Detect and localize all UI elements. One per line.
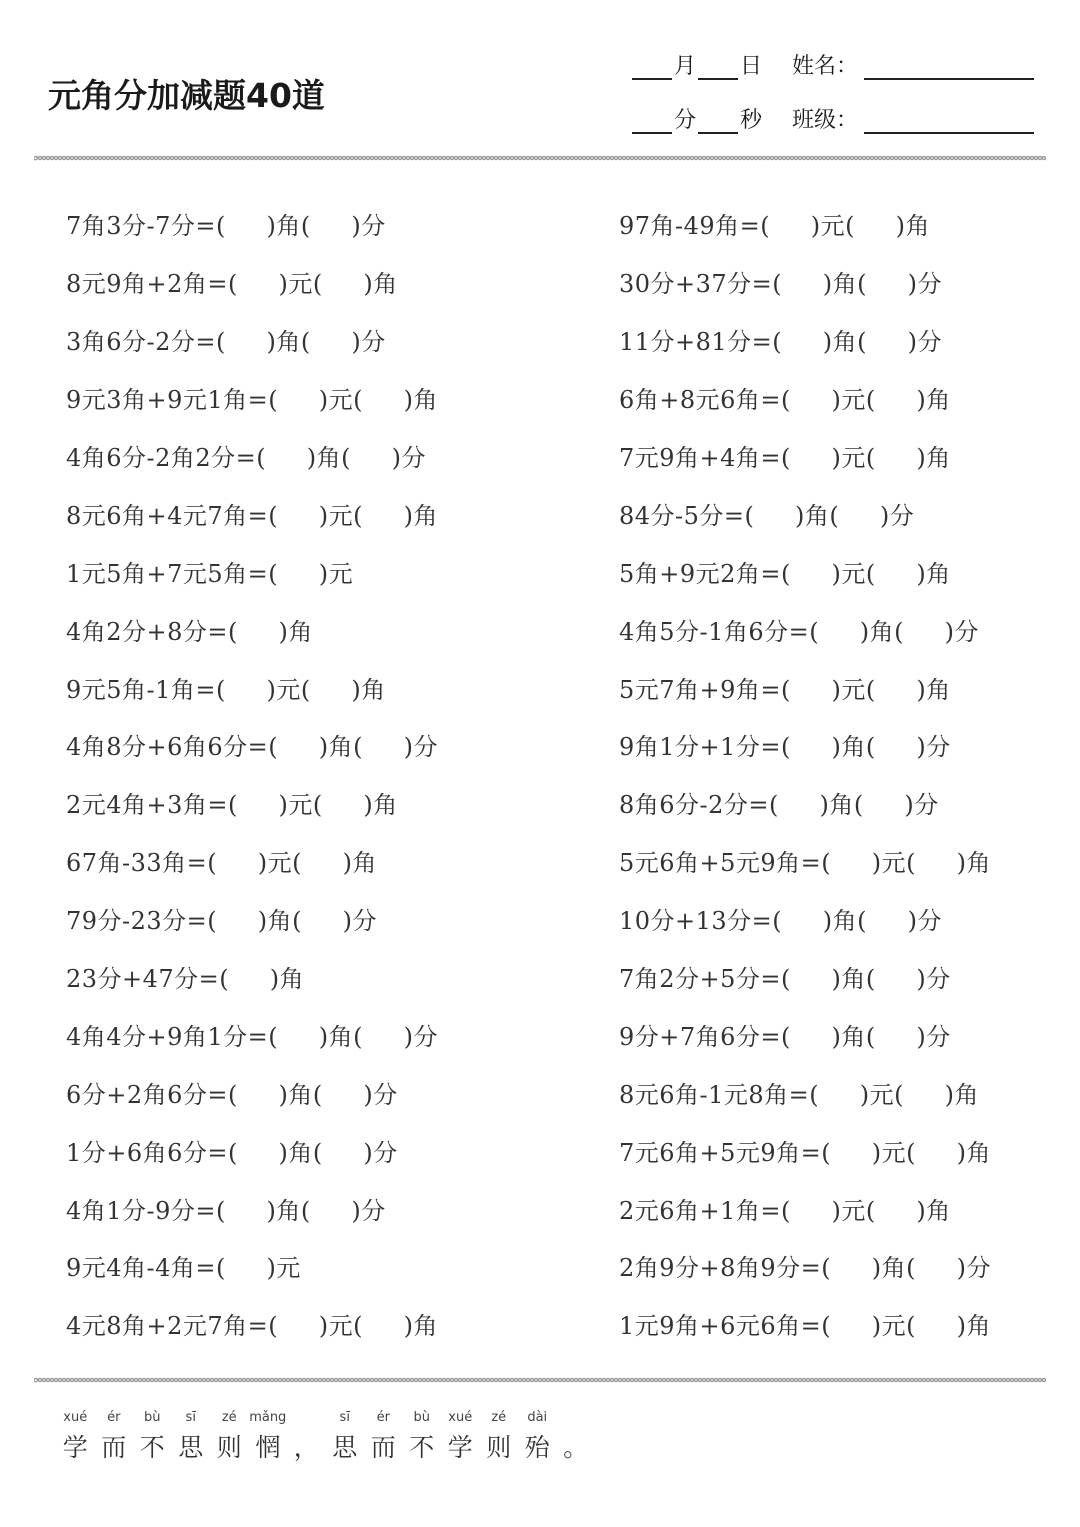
problem-item[interactable]: 1分+6角6分=( )角( )分 (66, 1138, 398, 1167)
motto-char (95, 1410, 134, 1464)
pinyin: zé (221, 1410, 237, 1425)
pinyin: dài (527, 1410, 548, 1425)
second-label: 秒 (740, 108, 763, 133)
problem-item[interactable]: 84分-5分=( )角( )分 (619, 501, 915, 530)
problem-item[interactable]: 4角2分+8分=( )角 (66, 617, 313, 646)
problem-item[interactable]: 6角+8元6角=( )元( )角 (619, 386, 951, 415)
name-blank[interactable] (864, 52, 1034, 80)
header-time-class-row (632, 98, 1034, 134)
pinyin: zé (491, 1410, 507, 1425)
pinyin: sī (339, 1410, 350, 1425)
problem-item[interactable]: 7角3分-7分=( )角( )分 (66, 212, 386, 241)
class-label: 班级： (792, 108, 859, 133)
problem-item[interactable]: 2元6角+1角=( )元( )角 (619, 1196, 951, 1225)
motto-char (403, 1410, 442, 1464)
problem-item[interactable]: 1元9角+6元6角=( )元( )角 (619, 1312, 992, 1341)
pinyin: ér (376, 1410, 390, 1425)
problem-item[interactable]: 30分+37分=( )角( )分 (619, 270, 943, 299)
right-problem-column (619, 195, 991, 1353)
motto-char (557, 1410, 596, 1464)
problem-item[interactable]: 10分+13分=( )角( )分 (619, 907, 943, 936)
motto-char (441, 1410, 480, 1464)
pinyin: ér (107, 1410, 121, 1425)
problem-item[interactable]: 9元5角-1角=( )元( )角 (66, 675, 386, 704)
pinyin: xué (448, 1410, 473, 1425)
problem-item[interactable]: 4角1分-9分=( )角( )分 (66, 1196, 386, 1225)
day-blank[interactable] (698, 52, 738, 80)
pinyin: sī (185, 1410, 196, 1425)
pinyin: bù (144, 1410, 161, 1425)
day-label: 日 (740, 54, 763, 79)
top-wavy-divider (34, 154, 1046, 162)
hanzi: 则 (486, 1433, 512, 1462)
problem-item[interactable]: 7角2分+5分=( )角( )分 (619, 965, 951, 994)
problem-item[interactable]: 7元9角+4角=( )元( )角 (619, 444, 951, 472)
hanzi: ， (293, 1433, 319, 1462)
problem-item[interactable]: 6分+2角6分=( )角( )分 (66, 1080, 398, 1109)
problem-item[interactable]: 4元8角+2元7角=( )元( )角 (66, 1312, 439, 1341)
problem-item[interactable]: 8元6角-1元8角=( )元( )角 (619, 1080, 980, 1109)
hanzi: 不 (139, 1433, 165, 1462)
minute-blank[interactable] (632, 106, 672, 134)
motto-char (287, 1410, 326, 1464)
hanzi: 惘 (255, 1433, 281, 1462)
pinyin: xué (63, 1410, 88, 1425)
hanzi: 殆 (524, 1433, 550, 1462)
hanzi: 学 (447, 1433, 473, 1462)
worksheet-title: 元角分加减题40道 (48, 76, 325, 115)
month-blank[interactable] (632, 52, 672, 80)
motto-char (480, 1410, 519, 1464)
problem-item[interactable]: 4角6分-2角2分=( )角( )分 (66, 444, 427, 472)
hanzi: 而 (370, 1433, 396, 1462)
problem-item[interactable]: 5角+9元2角=( )元( )角 (619, 559, 951, 588)
hanzi: 则 (216, 1433, 242, 1462)
problem-item[interactable]: 8元9角+2角=( )元( )角 (66, 270, 398, 299)
motto-with-pinyin (56, 1410, 595, 1464)
problem-item[interactable]: 5元7角+9角=( )元( )角 (619, 675, 951, 704)
problem-item[interactable]: 2元4角+3角=( )元( )角 (66, 791, 398, 820)
problem-item[interactable]: 5元6角+5元9角=( )元( )角 (619, 849, 992, 878)
minute-label: 分 (674, 108, 697, 133)
class-blank[interactable] (864, 106, 1034, 134)
motto-char (210, 1410, 249, 1464)
hanzi: 思 (332, 1433, 358, 1462)
bottom-wavy-divider (34, 1376, 1046, 1384)
problem-item[interactable]: 4角4分+9角1分=( )角( )分 (66, 1022, 439, 1051)
month-label: 月 (674, 54, 697, 79)
motto-char (364, 1410, 403, 1464)
hanzi: 不 (409, 1433, 435, 1462)
hanzi: 思 (178, 1433, 204, 1462)
motto-char (172, 1410, 211, 1464)
problem-item[interactable]: 11分+81分=( )角( )分 (619, 328, 943, 357)
hanzi: 学 (62, 1433, 88, 1462)
problem-item[interactable]: 4角5分-1角6分=( )角( )分 (619, 617, 980, 646)
motto-char (56, 1410, 95, 1464)
pinyin: bù (413, 1410, 430, 1425)
motto-char (518, 1410, 557, 1464)
problem-item[interactable]: 67角-33角=( )元( )角 (66, 849, 378, 878)
left-problem-column (66, 195, 438, 1353)
problem-item[interactable]: 8元6角+4元7角=( )元( )角 (66, 501, 439, 530)
pinyin: mǎng (249, 1410, 287, 1425)
motto-char (133, 1410, 172, 1464)
problem-item[interactable]: 23分+47分=( )角 (66, 965, 305, 994)
header-date-name-row (632, 44, 1034, 80)
second-blank[interactable] (698, 106, 738, 134)
problem-item[interactable]: 9元4角-4角=( )元 (66, 1254, 301, 1283)
hanzi: 而 (101, 1433, 127, 1462)
problem-item[interactable]: 97角-49角=( )元( )角 (619, 212, 931, 241)
problem-item[interactable]: 2角9分+8角9分=( )角( )分 (619, 1254, 992, 1283)
problem-item[interactable]: 79分-23分=( )角( )分 (66, 907, 378, 936)
hanzi: 。 (563, 1433, 589, 1462)
name-label: 姓名： (792, 54, 859, 79)
problem-item[interactable]: 1元5角+7元5角=( )元 (66, 559, 354, 588)
problem-item[interactable]: 9元3角+9元1角=( )元( )角 (66, 386, 439, 415)
motto-char (326, 1410, 365, 1464)
problem-item[interactable]: 9分+7角6分=( )角( )分 (619, 1022, 951, 1051)
problem-item[interactable]: 3角6分-2分=( )角( )分 (66, 328, 386, 357)
problem-item[interactable]: 7元6角+5元9角=( )元( )角 (619, 1138, 992, 1167)
problem-item[interactable]: 4角8分+6角6分=( )角( )分 (66, 733, 439, 762)
problem-item[interactable]: 9角1分+1分=( )角( )分 (619, 733, 951, 762)
problem-item[interactable]: 8角6分-2分=( )角( )分 (619, 791, 939, 820)
motto-char (249, 1410, 288, 1464)
